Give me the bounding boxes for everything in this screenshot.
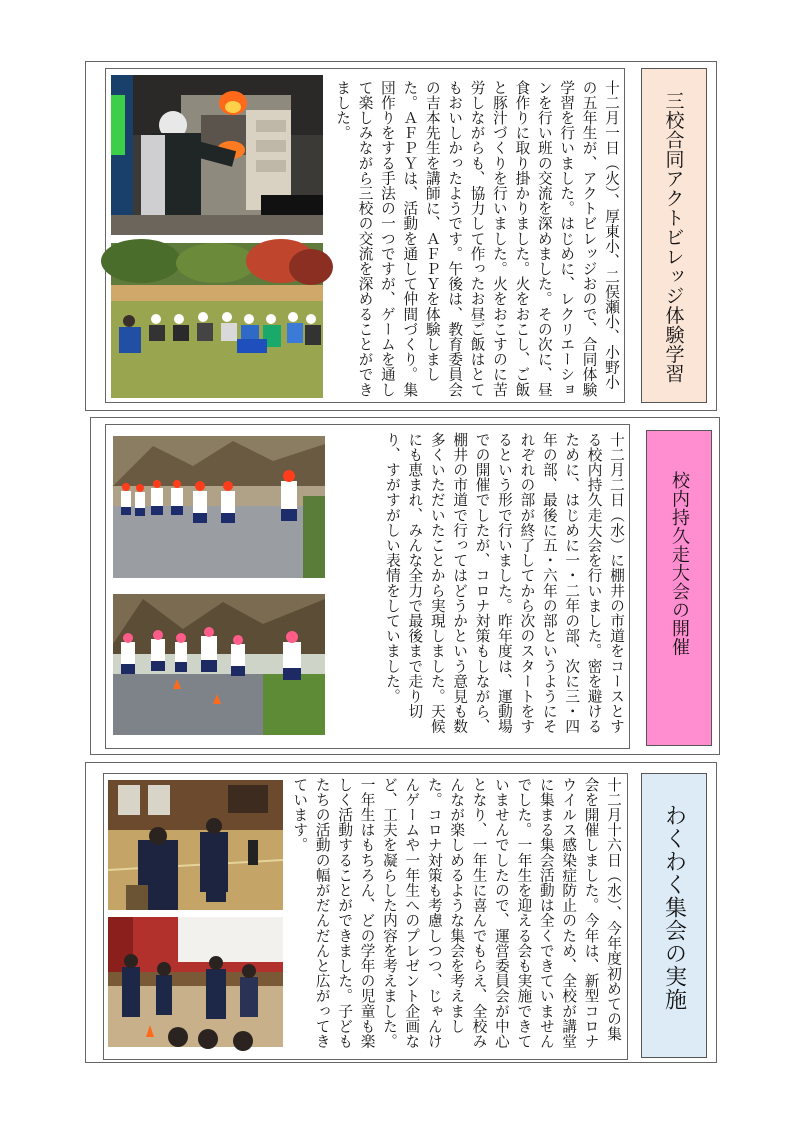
photo-group-grass xyxy=(111,243,323,398)
article-2-title-box xyxy=(646,430,712,746)
photo-stage xyxy=(108,917,283,1047)
photo-running-1 xyxy=(113,436,325,578)
article-3 xyxy=(85,762,717,1063)
article-3-title-box xyxy=(641,773,707,1058)
photo-gym xyxy=(108,780,283,910)
article-2-title: 校内持久走大会の開催 xyxy=(669,471,690,656)
article-1-body: 十二月一日（火）、厚東小、二俣瀬小、小野小の五年生が、アクトビレッジおので、合同体験学習を行いました。はじめに、レクリエーションを行い班の交流を深めました。その次に、昼食作りに取り掛かりました。火をおこし、ご飯と豚汁づくりを行いました。火をおこすのに苦労しながらも、協力して作ったお昼ご飯はとてもおいしかったようです。午後は、教育委員会の吉本先生を講師に、ＡＦＰＹを体験しました。ＡＦＰＹは、活動を通して仲間づくり。集団作りをする手法の一つですが、ゲームを通して楽しみながら三校の交流を深めることができました。 xyxy=(334,80,620,398)
article-3-body: 十二月十六日（水）、今年度初めての集会を開催しました。今年は、新型コロナウイルス感染症防止のため、全校が講堂に集まる集会活動は全くできていませんでした。一年生を迎える会も実施できていませんでしたので、運営委員会が中心となり、一年生に喜んでもらえ、全校みんなが楽しめるような集会を考えました。コロナ対策も考慮しつつ、じゃんけんゲームや一年生へのプレゼント企画など、工夫を凝らした内容を考えました。一年生はもちろん、どの学年の児童も楽しく活動することができました。子どもたちの活動の幅がだんだんと広がってきています。 xyxy=(291,777,622,1049)
article-2-body: 十二月二日（水）に棚井の市道をコースとする校内持久走大会を行いました。密を避けるために、はじめに一・二年の部、次に三・四年の部、最後に五・六年の部というようにそれぞれの部が終了してから次のスタートをするという形で行いました。昨年度は、運動場での開催でしたが、コロナ対策もしながら、棚井の市道で行ってはどうかという意見も数多くいただいたことから実現しました。天候にも恵まれ、みんな全力で最後まで走り切り、すがすがしい表情をしていました。 xyxy=(383,432,625,734)
photo-cooking xyxy=(111,75,323,235)
article-3-title: わくわく集会の実施 xyxy=(661,804,687,1011)
article-1-title-box xyxy=(641,68,707,403)
article-1 xyxy=(85,61,717,411)
article-2 xyxy=(90,417,720,755)
photo-running-2 xyxy=(113,594,325,735)
article-1-title: 三校合同アクトビレッジ体験学習 xyxy=(662,91,685,384)
